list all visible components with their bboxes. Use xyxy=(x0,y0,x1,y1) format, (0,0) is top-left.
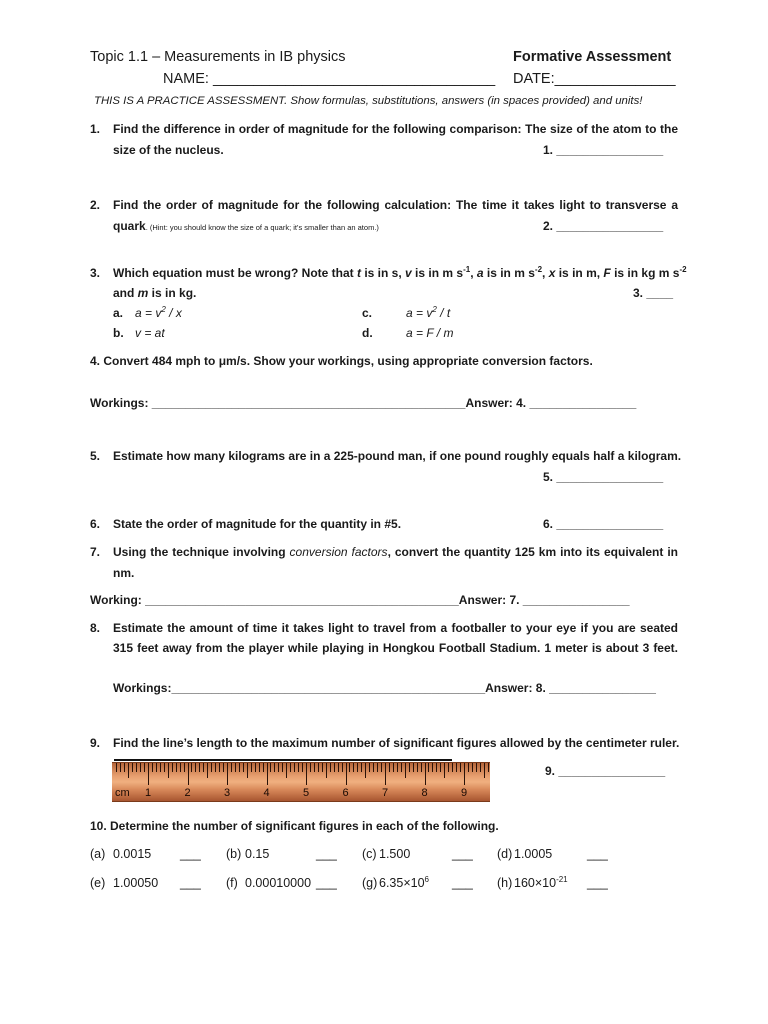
ruler-number: 2 xyxy=(184,787,191,799)
ruler-tick xyxy=(484,763,485,778)
ruler-number: 8 xyxy=(421,787,428,799)
q10-text: 10. Determine the number of significant figures in each of the following. xyxy=(90,819,499,833)
ruler-tick xyxy=(393,763,394,772)
ruler-tick xyxy=(251,763,252,772)
ruler-tick xyxy=(322,763,323,772)
q10-item-blank[interactable]: ___ xyxy=(180,876,201,890)
centimeter-ruler xyxy=(112,762,490,802)
q10-item-value: 1.500 xyxy=(379,847,411,861)
q10-item-label: (b) xyxy=(226,847,242,861)
ruler-number: 5 xyxy=(303,787,310,799)
q10-item-label: (c) xyxy=(362,847,377,861)
ruler-tick xyxy=(203,763,204,772)
ruler-tick xyxy=(259,763,260,772)
ruler-tick xyxy=(152,763,153,772)
ruler-tick xyxy=(405,763,406,778)
q10-item-blank[interactable]: ___ xyxy=(587,847,608,861)
q8-workings-line[interactable]: Workings:_______________________________________________Answer: 8. ________________ xyxy=(113,681,656,695)
ruler-tick xyxy=(346,763,347,785)
q3-option-a-label: a. xyxy=(113,306,124,320)
ruler-tick xyxy=(349,763,350,772)
q7-text-line2: nm. xyxy=(113,566,135,580)
ruler-tick xyxy=(195,763,196,772)
ruler-tick xyxy=(160,763,161,772)
ruler-tick xyxy=(270,763,271,772)
ruler-tick xyxy=(472,763,473,772)
q3-number: 3. xyxy=(90,266,101,280)
ruler-tick xyxy=(334,763,335,772)
q10-item-value: 0.00010000 xyxy=(245,876,312,890)
q10-item-value: 0.15 xyxy=(245,847,270,861)
ruler-tick xyxy=(255,763,256,772)
q3-option-d: a = F / m xyxy=(406,326,454,340)
ruler-tick xyxy=(302,763,303,772)
ruler-tick xyxy=(136,763,137,772)
ruler-tick xyxy=(164,763,165,772)
ruler-tick xyxy=(436,763,437,772)
ruler-tick xyxy=(389,763,390,772)
ruler-tick xyxy=(215,763,216,772)
q8-number: 8. xyxy=(90,621,101,635)
q3-text-line2: and m is in kg. xyxy=(113,286,197,300)
ruler-tick xyxy=(282,763,283,772)
ruler-tick xyxy=(274,763,275,772)
ruler-tick xyxy=(278,763,279,772)
q10-item-label: (e) xyxy=(90,876,106,890)
ruler-tick xyxy=(180,763,181,772)
q4-text: 4. Convert 484 mph to μm/s. Show your workings, using appropriate conversion factors. xyxy=(90,354,593,368)
q3-answer-blank[interactable]: 3. ____ xyxy=(633,286,674,300)
ruler-tick xyxy=(294,763,295,772)
ruler-tick xyxy=(128,763,129,778)
q10-item-blank[interactable]: ___ xyxy=(452,876,473,890)
q8-text-line2: 315 feet away from the player while playing in Hongkou Football Stadium. 1 meter is about 3 feet. xyxy=(113,641,678,655)
ruler-tick xyxy=(124,763,125,772)
q1-text: Find the difference in order of magnitude for the following comparison: The size of the atom to the xyxy=(113,122,678,136)
ruler-tick xyxy=(357,763,358,772)
q10-item-label: (h) xyxy=(497,876,513,890)
ruler-tick xyxy=(223,763,224,772)
q10-item-blank[interactable]: ___ xyxy=(452,847,473,861)
ruler-tick xyxy=(421,763,422,772)
q6-text: State the order of magnitude for the quantity in #5. xyxy=(113,517,402,531)
ruler-tick xyxy=(353,763,354,772)
q2-text-line2 xyxy=(113,219,379,233)
q10-item-blank[interactable]: ___ xyxy=(316,847,337,861)
ruler-tick xyxy=(432,763,433,772)
ruler-tick xyxy=(377,763,378,772)
ruler-tick xyxy=(148,763,149,785)
q9-answer-blank[interactable]: 9. ________________ xyxy=(545,764,666,778)
q3-option-d-label: d. xyxy=(362,326,373,340)
ruler-tick xyxy=(184,763,185,772)
q7-text: Using the technique involving conversion factors, convert the quantity 125 km into its equivalent in xyxy=(113,545,678,559)
ruler-tick xyxy=(235,763,236,772)
ruler-number: 6 xyxy=(342,787,349,799)
q2-answer-blank[interactable]: 2. ________________ xyxy=(543,219,664,233)
ruler-tick xyxy=(191,763,192,772)
q2-hint: . (Hint: you should know the size of a quark; it's smaller than an atom.) xyxy=(145,223,379,232)
q2-text: Find the order of magnitude for the following calculation: The time it takes light to transverse a xyxy=(113,198,678,212)
q2-quark-word: quark xyxy=(113,219,146,233)
ruler-tick xyxy=(243,763,244,772)
q3-option-b: v = at xyxy=(135,326,165,340)
ruler-number: 4 xyxy=(263,787,270,799)
ruler-tick xyxy=(239,763,240,772)
q3-option-b-label: b. xyxy=(113,326,124,340)
ruler-tick xyxy=(361,763,362,772)
ruler-tick xyxy=(140,763,141,772)
ruler-tick xyxy=(381,763,382,772)
ruler-tick xyxy=(480,763,481,772)
q10-item-blank[interactable]: ___ xyxy=(180,847,201,861)
ruler-tick xyxy=(425,763,426,785)
ruler-unit-label: cm xyxy=(115,787,130,799)
q3-text: Which equation must be wrong? Note that t is in s, v is in m $s^{-1}$, a is in m $s^{-2}$, x is in m, F is in kg m $s^{-2}$ xyxy=(113,265,687,280)
q1-text-line2: size of the nucleus. xyxy=(113,143,224,157)
date-field[interactable]: DATE:_______________ xyxy=(513,71,676,87)
q10-item-label: (d) xyxy=(497,847,513,861)
ruler-tick xyxy=(211,763,212,772)
ruler-tick xyxy=(468,763,469,772)
ruler-tick xyxy=(464,763,465,785)
ruler-tick xyxy=(188,763,189,785)
ruler-tick xyxy=(409,763,410,772)
q8-text: Estimate the amount of time it takes light to travel from a footballer to your eye if you are seated xyxy=(113,621,678,635)
ruler-tick xyxy=(176,763,177,772)
q5-text: Estimate how many kilograms are in a 225-pound man, if one pound roughly equals half a kilogram. xyxy=(113,449,682,463)
q5-answer-blank[interactable]: 5. ________________ xyxy=(543,470,664,484)
q9-text: Find the line’s length to the maximum number of significant figures allowed by the centimeter ruler. xyxy=(113,736,680,750)
ruler-tick xyxy=(460,763,461,772)
q6-answer-blank[interactable]: 6. ________________ xyxy=(543,517,664,531)
topic-title: Topic 1.1 – Measurements in IB physics xyxy=(90,49,346,65)
ruler-number: 7 xyxy=(382,787,389,799)
ruler-tick xyxy=(326,763,327,778)
ruler-tick xyxy=(338,763,339,772)
ruler-tick xyxy=(263,763,264,772)
ruler-tick xyxy=(219,763,220,772)
ruler-tick xyxy=(247,763,248,778)
ruler-tick xyxy=(132,763,133,772)
ruler-tick xyxy=(172,763,173,772)
ruler-tick xyxy=(452,763,453,772)
ruler-tick xyxy=(385,763,386,785)
q10-item-blank[interactable]: ___ xyxy=(316,876,337,890)
ruler-tick xyxy=(448,763,449,772)
ruler-tick xyxy=(310,763,311,772)
ruler-tick xyxy=(116,763,117,772)
ruler-tick xyxy=(488,763,489,772)
instructions: THIS IS A PRACTICE ASSESSMENT. Show formulas, substitutions, answers (in spaces provided) and units! xyxy=(94,95,643,107)
q10-item-value: 1.00050 xyxy=(113,876,159,890)
ruler-tick xyxy=(120,763,121,772)
q9-number: 9. xyxy=(90,736,101,750)
q10-item-label: (g) xyxy=(362,876,378,890)
measured-line xyxy=(114,759,452,761)
q7-number: 7. xyxy=(90,545,101,559)
q5-number: 5. xyxy=(90,449,101,463)
q3-option-c: $a = v^2 / t$ xyxy=(406,305,451,320)
ruler-tick xyxy=(365,763,366,778)
ruler-tick xyxy=(318,763,319,772)
ruler-tick xyxy=(397,763,398,772)
q2-number: 2. xyxy=(90,198,101,212)
q10-item-value: 1.0005 xyxy=(514,847,553,861)
ruler-tick xyxy=(342,763,343,772)
q6-number: 6. xyxy=(90,517,101,531)
q10-item-label: (f) xyxy=(226,876,238,890)
ruler-tick xyxy=(207,763,208,778)
ruler-tick xyxy=(267,763,268,785)
ruler-tick xyxy=(144,763,145,772)
q1-answer-blank[interactable]: 1. ________________ xyxy=(543,143,664,157)
ruler-tick xyxy=(456,763,457,772)
name-field[interactable]: NAME: ___________________________________ xyxy=(163,71,496,87)
ruler-tick xyxy=(369,763,370,772)
ruler-tick xyxy=(168,763,169,778)
ruler-tick xyxy=(413,763,414,772)
q10-item-value: $160\times 10^{-21}$ xyxy=(514,874,568,890)
ruler-tick xyxy=(156,763,157,772)
ruler-number: 9 xyxy=(461,787,468,799)
ruler-tick xyxy=(227,763,228,785)
ruler-number: 1 xyxy=(145,787,152,799)
q3-option-a: $a = v^2 / x$ xyxy=(135,305,182,320)
q10-item-blank[interactable]: ___ xyxy=(587,876,608,890)
ruler-tick xyxy=(476,763,477,772)
ruler-tick xyxy=(298,763,299,772)
ruler-tick xyxy=(440,763,441,772)
q7-working-line[interactable]: Working: _______________________________________________Answer: 7. ________________ xyxy=(90,593,630,607)
assessment-title: Formative Assessment xyxy=(513,49,672,65)
ruler-tick xyxy=(428,763,429,772)
ruler-tick xyxy=(330,763,331,772)
q4-workings-line[interactable]: Workings: _______________________________________________Answer: 4. ________________ xyxy=(90,396,637,410)
q3-option-c-label: c. xyxy=(362,306,373,320)
q10-item-label: (a) xyxy=(90,847,106,861)
q10-item-value: $6.35\times 10^6$ xyxy=(379,874,429,890)
ruler-tick xyxy=(417,763,418,772)
ruler-tick xyxy=(314,763,315,772)
q10-item-value: 0.0015 xyxy=(113,847,152,861)
q1-number: 1. xyxy=(90,122,101,136)
ruler-tick xyxy=(444,763,445,778)
ruler-tick xyxy=(306,763,307,785)
ruler-tick xyxy=(290,763,291,772)
ruler-tick xyxy=(286,763,287,778)
ruler-number: 3 xyxy=(224,787,231,799)
ruler-tick xyxy=(231,763,232,772)
ruler-tick xyxy=(199,763,200,772)
ruler-tick xyxy=(373,763,374,772)
ruler-tick xyxy=(401,763,402,772)
